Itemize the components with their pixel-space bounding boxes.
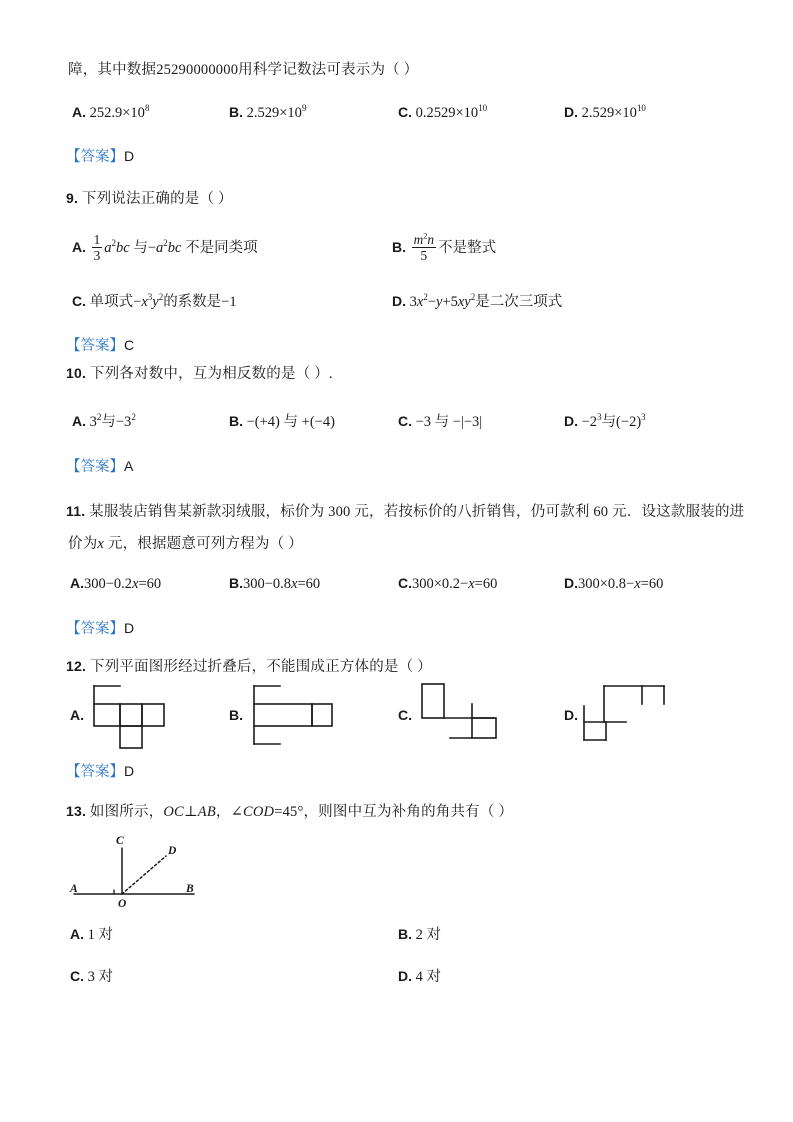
q8-stem-after: 用科学记数法可表示为（ ） [238, 62, 419, 78]
q8-option-c-value: $0.2529\times 10^{10}$ [415, 103, 488, 121]
q10-answer-value: A [124, 458, 134, 474]
q12-option-a-label-wrap[interactable] [70, 706, 84, 726]
q9-option-b-label: B. [392, 239, 406, 256]
q13-option-c-label: C. [70, 968, 84, 984]
q10-option-b-label: B. [229, 413, 243, 429]
q11-option-d-label: D. [564, 575, 578, 591]
q9-option-a-label: A. [72, 239, 86, 256]
q11-option-b[interactable] [229, 574, 320, 594]
q10-option-a[interactable] [72, 412, 136, 432]
q8-stem-before: 障，其中数据 [68, 62, 157, 78]
question-11-stem-line1 [66, 501, 744, 524]
q9-option-c[interactable] [72, 292, 237, 312]
q13-stem-p1: 如图所示， [89, 804, 164, 820]
q10-option-c[interactable] [398, 412, 482, 432]
q9-option-a-value: $\frac{1}{3}$ $a^2bc$ 与$-a^2bc$ 不是同类项 [93, 232, 258, 263]
q8-answer-label: 【答案】 [66, 149, 124, 165]
q12-answer-value: D [124, 763, 135, 779]
label-d: D [168, 845, 177, 857]
question-11-stem-line2 [68, 534, 303, 556]
label-c: C [116, 835, 124, 847]
q10-option-b-value: −(+4) 与 +(−4) [246, 414, 335, 430]
q8-option-b-value: $2.529\times 10^9$ [246, 103, 307, 121]
q10-option-d-label: D. [564, 413, 578, 429]
q12-answer [66, 760, 134, 781]
label-a: A [70, 883, 78, 895]
q11-option-b-label: B. [229, 575, 243, 591]
label-o: O [118, 898, 127, 910]
q10-answer-label: 【答案】 [66, 459, 124, 475]
q13-stem-cod: COD [242, 804, 275, 820]
q11-option-c-value: 300×0.2−x=60 [412, 576, 498, 592]
q13-option-a[interactable] [70, 925, 113, 945]
q11-answer-label: 【答案】 [66, 621, 124, 637]
q8-option-b-label: B. [229, 104, 243, 120]
q9-stem-text: 下列说法正确的是（ ） [81, 191, 233, 207]
q12-answer-label: 【答案】 [66, 764, 124, 780]
cube-net-d [580, 678, 700, 758]
q8-option-d[interactable] [564, 103, 646, 123]
q8-option-a-label: A. [72, 104, 86, 120]
q10-stem-text: 下列各对数中，互为相反数的是（ ）. [89, 366, 333, 382]
q10-option-b[interactable] [229, 412, 335, 432]
cube-net-a [88, 682, 198, 754]
q13-option-d-value: 4 对 [415, 969, 441, 985]
question-10-stem [66, 363, 333, 386]
q13-option-b-label: B. [398, 926, 412, 942]
q13-stem-oc: OC [163, 804, 184, 820]
q11-option-d-value: 300×0.8−x=60 [578, 576, 664, 592]
q13-stem-p2: ，∠ [215, 804, 243, 820]
q13-stem-eq: =45° [274, 804, 304, 820]
q8-answer-value: D [124, 148, 135, 164]
q13-stem-p3: ，则图中互为补角的角共有（ ） [303, 804, 514, 820]
q9-option-b-value: $\frac{m^2n}{5}$ 不是整式 [413, 231, 497, 263]
q13-option-d-label: D. [398, 968, 412, 984]
q9-option-b[interactable] [392, 233, 496, 263]
q8-option-c-label: C. [398, 104, 412, 120]
q8-option-d-label: D. [564, 104, 578, 120]
q8-answer [66, 145, 134, 166]
q10-option-d[interactable] [564, 412, 646, 432]
q11-option-d[interactable] [564, 574, 663, 594]
cube-net-b [248, 682, 358, 754]
q13-option-a-value: 1 对 [87, 927, 113, 943]
cube-net-c [416, 678, 526, 758]
q9-option-d-label: D. [392, 293, 406, 309]
q11-option-a-label: A. [70, 575, 84, 591]
q13-option-c-value: 3 对 [87, 969, 113, 985]
q13-option-b[interactable] [398, 925, 441, 945]
q11-answer [66, 617, 134, 638]
q13-option-c[interactable] [70, 967, 113, 987]
q10-option-a-label: A. [72, 413, 86, 429]
q8-option-c[interactable] [398, 103, 487, 123]
q10-answer [66, 455, 133, 476]
q13-stem-perp: ⊥ [183, 804, 198, 820]
q13-option-b-value: 2 对 [415, 927, 441, 943]
angle-diagram [66, 832, 236, 910]
q12-option-a-label: A. [70, 707, 84, 723]
q11-stem-text-line1: 某服装店销售某新款羽绒服，标价为 300 元，若按标价的八折销售，仍可款利 60 元．设这款服装的进 [89, 504, 745, 520]
q8-option-a-value: $252.9\times 10^8$ [89, 103, 150, 121]
q13-option-d[interactable] [398, 967, 441, 987]
q13-number: 13. [66, 803, 87, 819]
q11-number: 11. [66, 503, 86, 519]
question-9-stem [66, 188, 233, 211]
ray-od [122, 856, 166, 894]
q11-option-c[interactable] [398, 574, 497, 594]
question-13-stem [66, 801, 513, 824]
label-b: B [186, 883, 194, 895]
q10-option-c-label: C. [398, 413, 412, 429]
q11-option-c-label: C. [398, 575, 412, 591]
q12-stem-text: 下列平面图形经过折叠后，不能围成正方体的是（ ） [89, 659, 432, 675]
q12-option-b-label-wrap[interactable] [229, 706, 243, 726]
q9-answer-value: C [124, 337, 135, 353]
q11-stem-line2-pre: 价为 [68, 536, 98, 552]
q8-option-d-value: $2.529\times 10^{10}$ [581, 103, 646, 121]
q9-option-d[interactable] [392, 292, 562, 312]
q10-option-a-value: $3^2$与$-3^2$ [89, 412, 136, 430]
q12-option-c-label-wrap[interactable] [398, 706, 412, 726]
q11-option-a[interactable] [70, 574, 161, 594]
q9-number: 9. [66, 190, 79, 206]
q12-option-c-label: C. [398, 707, 412, 723]
q11-answer-value: D [124, 620, 135, 636]
q11-stem-line2-var: x [97, 536, 105, 552]
q8-option-a[interactable] [72, 103, 149, 123]
q10-option-d-value: $-2^3$与$(-2)^3$ [581, 412, 646, 430]
q10-option-c-value: −3 与 −|−3| [415, 414, 483, 430]
q9-option-c-label: C. [72, 293, 86, 309]
q8-stem-number: 25290000000 [156, 62, 239, 78]
question-8-stem [68, 60, 418, 82]
q12-option-b-label: B. [229, 707, 243, 723]
q9-option-d-value: $3x^2-y+5xy^2$是二次三项式 [409, 292, 563, 310]
q12-number: 12. [66, 658, 87, 674]
q8-option-b[interactable] [229, 103, 306, 123]
q11-stem-line2-post: 元，根据题意可列方程为（ ） [107, 536, 303, 552]
q11-option-a-value: 300−0.2x=60 [84, 576, 162, 592]
q11-option-b-value: 300−0.8x=60 [243, 576, 321, 592]
q9-answer [66, 334, 134, 355]
q13-option-a-label: A. [70, 926, 84, 942]
q10-number: 10. [66, 365, 87, 381]
q9-answer-label: 【答案】 [66, 338, 124, 354]
q12-option-d-label-wrap[interactable] [564, 706, 578, 726]
q12-option-d-label: D. [564, 707, 578, 723]
question-12-stem [66, 656, 432, 679]
q9-option-c-value: 单项式$-x^3y^2$的系数是−1 [89, 292, 237, 310]
q13-stem-ab: AB [197, 804, 216, 820]
q9-option-a[interactable] [72, 233, 258, 263]
